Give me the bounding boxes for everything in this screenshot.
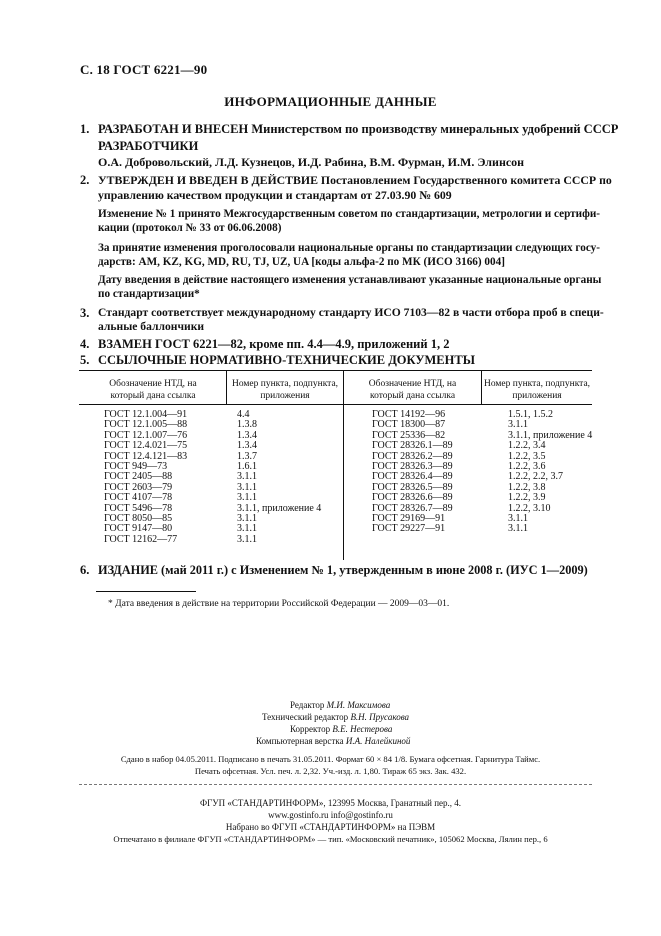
date-line-2: по стандартизации* [98,288,200,300]
item-2-line-1: УТВЕРЖДЕН И ВВЕДЕН В ДЕЙСТВИЕ Постановлением Государственного комитета СССР по [98,173,612,187]
staff-tech-editor: Технический редактор В.Н. Прусакова [262,712,410,722]
table-top-rule [79,370,592,371]
footnote: * Дата введения в действие на территории Российской Федерации — 2009—03—01. [108,599,450,609]
page-header: С. 18 ГОСТ 6221—90 [80,62,208,77]
table-column-right-points: 1.5.1, 1.5.2 3.1.1 3.1.1, приложение 4 1.2.2, 3.4 1.2.2, 3.5 1.2.2, 3.6 1.2.2, 2.2, 3.7 1.2.2, 3.8 1.2.2, 3.9 1.2.2, 3.10 3.1.1 3.1.1 [508,409,593,535]
publisher-line-1: ФГУП «СТАНДАРТИНФОРМ», 123995 Москва, Гранатный пер., 4. [199,798,462,808]
developers-list: О.А. Добровольский, Л.Д. Кузнецов, И.Д. Рабина, В.М. Фурман, И.М. Элинсон [98,155,525,169]
table-divider [481,370,482,404]
change-note-line-1: Изменение № 1 принято Межгосударственным советом по стандартизации, метрологии и сертифи- [98,208,601,220]
divider-rule [79,784,592,785]
item-3-line-1: Стандарт соответствует международному стандарту ИСО 7103—82 в части отбора проб в специ- [98,306,604,319]
developers-label: РАЗРАБОТЧИКИ [98,139,199,153]
item-3-number: 3. [80,306,90,320]
staff-editor: Редактор М.И. Максимова [290,700,391,710]
item-5-text: ССЫЛОЧНЫЕ НОРМАТИВНО-ТЕХНИЧЕСКИЕ ДОКУМЕНТЫ [98,353,475,367]
publisher-line-3: Набрано во ФГУП «СТАНДАРТИНФОРМ» на ПЭВМ [225,822,436,832]
footnote-rule [96,591,196,592]
table-header-points-right: Номер пункта, подпункта, приложения [483,379,591,401]
item-2-number: 2. [80,173,90,187]
item-3-line-2: альные баллончики [98,320,205,333]
item-1-text: РАЗРАБОТАН И ВНЕСЕН Министерством по производству минеральных удобрений СССР [98,122,619,136]
table-header-points-left: Номер пункта, подпункта, приложения [231,379,339,401]
vote-line-1: За принятие изменения проголосовали национальные органы по стандартизации следующих госу- [98,242,600,254]
publisher-line-2: www.gostinfo.ru info@gostinfo.ru [268,810,393,820]
item-1-number: 1. [80,122,90,136]
table-column-left-docs: ГОСТ 12.1.004—91 ГОСТ 12.1.005—88 ГОСТ 12.1.007—76 ГОСТ 12.4.021—75 ГОСТ 12.4.121—83 ГОСТ 949—73 ГОСТ 2405—88 ГОСТ 2603—79 ГОСТ 4107—78 ГОСТ 5496—78 ГОСТ 8050—85 ГОСТ 9147—80 ГОСТ 12162—77 [104,409,188,545]
item-5-number: 5. [80,353,90,367]
print-info-line-1: Сдано в набор 04.05.2011. Подписано в печать 31.05.2011. Формат 60 × 84 1/8. Бумага офсетная. Гарнитура Таймс. [120,754,541,764]
table-header-rule [79,404,592,405]
item-4-number: 4. [80,337,90,351]
table-column-right-docs: ГОСТ 14192—96 ГОСТ 18300—87 ГОСТ 25336—82 ГОСТ 28326.1—89 ГОСТ 28326.2—89 ГОСТ 28326.3—89 ГОСТ 28326.4—89 ГОСТ 28326.5—89 ГОСТ 28326.6—89 ГОСТ 28326.7—89 ГОСТ 29169—91 ГОСТ 29227—91 [372,409,453,535]
print-info-line-2: Печать офсетная. Усл. печ. л. 2,32. Уч.-изд. л. 1,80. Тираж 65 экз. Зак. 432. [194,766,467,776]
staff-layout: Компьютерная верстка И.А. Налейкиной [256,736,411,746]
item-4-text: ВЗАМЕН ГОСТ 6221—82, кроме пп. 4.4—4.9, приложений 1, 2 [98,337,450,351]
page-title: ИНФОРМАЦИОННЫЕ ДАННЫЕ [224,94,437,109]
table-header-ntd-left: Обозначение НТД, на который дана ссылка [109,379,197,401]
change-note-line-2: кации (протокол № 33 от 06.06.2008) [98,222,282,234]
table-divider-center [343,370,344,560]
date-line-1: Дату введения в действие настоящего изменения устанавливают указанные национальные органы [98,274,602,286]
item-2-line-2: управлению качеством продукции и стандартам от 27.03.90 № 609 [98,188,452,202]
vote-line-2: дарств: AM, KZ, KG, MD, RU, TJ, UZ, UA [коды альфа-2 по МК (ИСО 3166) 004] [98,256,505,268]
item-6-text: ИЗДАНИЕ (май 2011 г.) с Изменением № 1, утвержденным в июне 2008 г. (ИУС 1—2009) [98,563,588,577]
staff-corrector: Корректор В.Е. Нестерова [290,724,393,734]
table-header-ntd-right: Обозначение НТД, на который дана ссылка [368,379,457,401]
table-divider [226,370,227,404]
publisher-line-4: Отпечатано в филиале ФГУП «СТАНДАРТИНФОРМ» — тип. «Московский печатник», 105062 Москва, Лялин пер., 6 [113,834,548,844]
item-6-number: 6. [80,563,90,577]
table-column-left-points: 4.4 1.3.8 1.3.4 1.3.4 1.3.7 1.6.1 3.1.1 3.1.1 3.1.1 3.1.1, приложение 4 3.1.1 3.1.1 3.1.1 [237,409,322,545]
